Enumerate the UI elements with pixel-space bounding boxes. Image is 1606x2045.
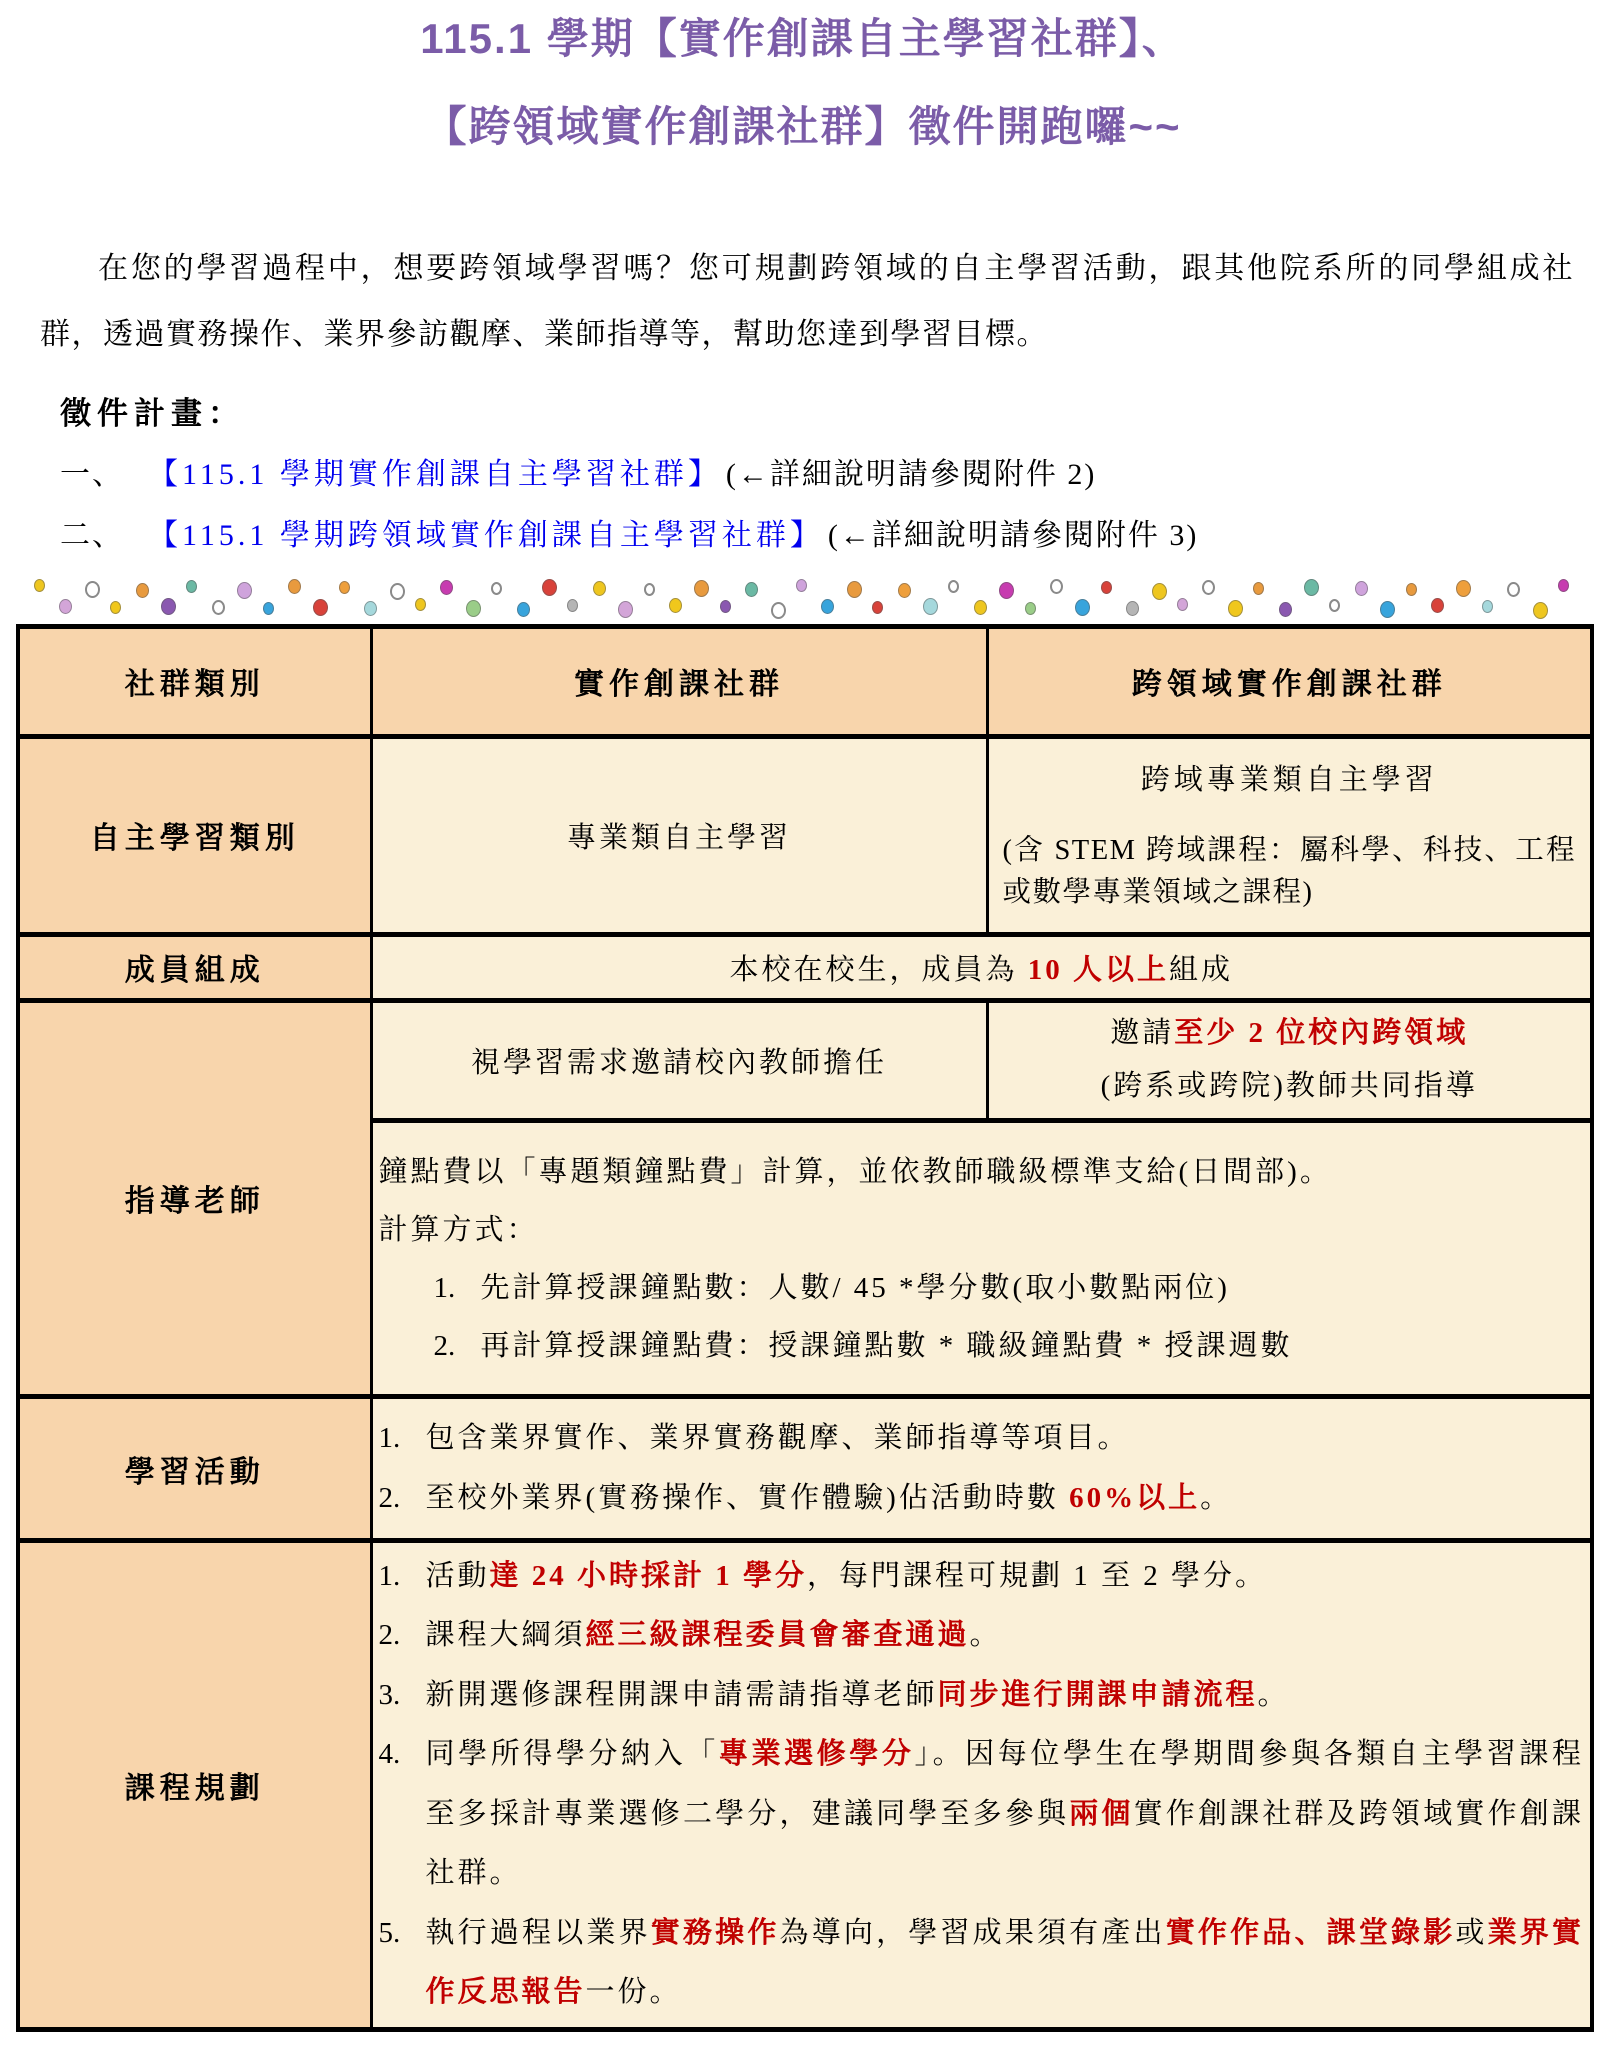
plan-item-number: 一、 — [60, 457, 124, 491]
plan-item-note: (←詳細說明請參閱附件 2) — [725, 457, 1097, 491]
divider-dot — [1380, 601, 1395, 618]
confetti-divider — [10, 576, 1606, 622]
divider-dot — [390, 583, 405, 600]
cell-activities — [371, 1397, 1592, 1541]
divider-dot — [440, 580, 453, 595]
divider-dot — [771, 602, 786, 619]
divider-dot — [1228, 600, 1243, 617]
curriculum-list — [379, 1547, 1585, 2023]
divider-dot — [186, 580, 197, 593]
plan-section — [60, 392, 1566, 557]
list-item-text: 活動達 24 小時採計 1 學分，每門課程可規劃 1 至 2 學分。 — [425, 1560, 1268, 1593]
divider-dot — [1533, 602, 1548, 619]
advisor-cross-line2: (跨系或跨院)教師共同指導 — [1100, 1070, 1478, 1103]
divider-dot — [1355, 581, 1368, 596]
list-item — [379, 1409, 1585, 1468]
list-item-text: 再計算授課鐘點費：授課鐘點數 * 職級鐘點費 * 授課週數 — [480, 1329, 1293, 1362]
plan-list — [60, 452, 1566, 558]
list-item — [379, 1666, 1585, 1725]
row-label-members: 成員組成 — [18, 934, 371, 1000]
list-item — [434, 1317, 1585, 1375]
col-header-cross-domain: 跨領域實作創課社群 — [987, 626, 1592, 736]
list-item-text: 包含業界實作、業界實務觀摩、業師指導等項目。 — [425, 1422, 1130, 1455]
divider-dot — [288, 579, 301, 594]
divider-dot — [1431, 598, 1444, 613]
divider-dot — [1126, 601, 1139, 616]
divider-dot — [1304, 579, 1319, 596]
advisor-cross-line1: 邀請至少 2 位校內跨領域 — [1110, 1016, 1469, 1049]
divider-dot — [339, 581, 350, 594]
cell-advisor-practical: 視學習需求邀請校內教師擔任 — [371, 1000, 987, 1120]
divider-dot — [542, 579, 557, 596]
divider-dot — [567, 599, 578, 612]
plan-item-link[interactable]: 【115.1 學期跨領域實作創課自主學習社群】 — [148, 518, 824, 552]
page-title — [0, 0, 1606, 150]
divider-dot — [237, 582, 252, 599]
fee-method-label: 計算方式： — [378, 1213, 539, 1246]
divider-dot — [364, 601, 377, 616]
divider-dot — [466, 600, 481, 617]
plan-list-item — [60, 513, 1566, 558]
divider-dot — [59, 599, 72, 614]
intro-paragraph: 在您的學習過程中，想要跨領域學習嗎？您可規劃跨領域的自主學習活動，跟其他院系所的同學組成社群，透過實務操作、業界參訪觀摩、業師指導等，幫助您達到學習目標。 — [40, 252, 1574, 352]
list-item-number: 2. — [378, 1481, 401, 1514]
list-item-number: 4. — [378, 1738, 401, 1771]
table-row-curriculum — [18, 1541, 1592, 2030]
row-label-learning-type: 自主學習類別 — [18, 736, 371, 934]
program-table — [16, 624, 1594, 2032]
list-item-number: 1. — [378, 1560, 401, 1593]
fee-intro-text: 鐘點費以「專題類鐘點費」計算，並依教師職級標準支給(日間部)。 — [378, 1155, 1332, 1188]
list-item-number: 1. — [433, 1271, 456, 1304]
list-item — [379, 1469, 1585, 1528]
divider-dot — [313, 599, 328, 616]
divider-dot — [34, 579, 45, 592]
divider-dot — [1507, 582, 1520, 597]
cell-curriculum — [371, 1541, 1592, 2030]
list-item-text: 課程大綱須經三級課程委員會審查通過。 — [425, 1619, 1002, 1652]
divider-dot — [1558, 579, 1569, 592]
list-item-text: 同學所得學分納入「專業選修學分」。因每位學生在學期間參與各類自主學習課程至多採計專業選修二學分，建議同學至多參與兩個實作創課社群及跨領域實作創課社群。 — [425, 1738, 1584, 1890]
divider-dot — [872, 601, 883, 614]
page-title-line2: 【跨領域實作創課社群】徵件開跑囉~~ — [424, 103, 1182, 151]
divider-dot — [517, 602, 530, 617]
divider-dot — [923, 598, 938, 615]
divider-dot — [669, 598, 682, 613]
plan-item-number: 二、 — [60, 518, 124, 552]
list-item — [379, 1606, 1585, 1665]
divider-dot — [898, 583, 911, 598]
divider-dot — [491, 582, 502, 595]
divider-dot — [745, 582, 758, 597]
list-item — [379, 1904, 1585, 2023]
col-header-category: 社群類別 — [18, 626, 371, 736]
divider-dot — [212, 600, 225, 615]
list-item-text: 新開選修課程開課申請需請指導老師同步進行開課申請流程。 — [425, 1678, 1290, 1711]
divider-dot — [720, 600, 731, 613]
list-item-number: 3. — [378, 1678, 401, 1711]
divider-dot — [694, 580, 709, 597]
divider-dot — [974, 600, 987, 615]
table-row-activities — [18, 1397, 1592, 1541]
cell-learning-type-cross — [987, 736, 1592, 934]
plan-item-note: (←詳細說明請參閱附件 3) — [827, 518, 1199, 552]
divider-dot — [821, 599, 834, 614]
list-item-number: 1. — [378, 1422, 401, 1455]
table-header-row — [18, 626, 1592, 736]
divider-dot — [1279, 602, 1292, 617]
row-label-advisor: 指導老師 — [18, 1000, 371, 1396]
divider-dot — [263, 602, 274, 615]
cell-advisor-fee — [371, 1121, 1592, 1397]
divider-dot — [1253, 582, 1264, 595]
divider-dot — [1177, 598, 1188, 611]
divider-dot — [796, 579, 807, 592]
row-label-curriculum: 課程規劃 — [18, 1541, 371, 2030]
cell-advisor-cross — [987, 1000, 1592, 1120]
divider-dot — [161, 598, 176, 615]
list-item-text: 至校外業界(實務操作、實作體驗)佔活動時數 60%以上。 — [425, 1481, 1233, 1514]
plan-heading: 徵件計畫： — [60, 396, 245, 432]
list-item — [379, 1547, 1585, 1606]
table-row-learning-type — [18, 736, 1592, 934]
plan-item-link[interactable]: 【115.1 學期實作創課自主學習社群】 — [148, 457, 722, 491]
divider-dot — [618, 601, 633, 618]
divider-dot — [593, 581, 606, 596]
divider-dot — [110, 601, 121, 614]
list-item-number: 2. — [433, 1329, 456, 1362]
divider-dot — [1482, 600, 1493, 613]
divider-dot — [1101, 581, 1112, 594]
divider-dot — [1456, 580, 1471, 597]
divider-dot — [999, 582, 1014, 599]
list-item — [434, 1259, 1585, 1317]
divider-dot — [136, 583, 149, 598]
list-item-text: 執行過程以業界實務操作為導向，學習成果須有產出實作作品、課堂錄影或業界實作反思報告一份。 — [425, 1916, 1584, 2009]
page-title-line1: 115.1 學期【實作創課自主學習社群】、 — [420, 15, 1186, 62]
cell-members: 本校在校生，成員為 10 人以上組成 — [371, 934, 1592, 1000]
divider-dot — [85, 581, 100, 598]
list-item-text: 先計算授課鐘點數：人數/ 45 *學分數(取小數點兩位) — [480, 1271, 1230, 1304]
list-item-number: 5. — [378, 1916, 401, 1949]
divider-dot — [1050, 579, 1063, 594]
divider-dot — [644, 583, 655, 596]
row-label-activities: 學習活動 — [18, 1397, 371, 1541]
cross-type-title: 跨域專業類自主學習 — [1140, 764, 1438, 797]
table-row-members — [18, 934, 1592, 1000]
divider-dot — [1025, 602, 1036, 615]
divider-dot — [1075, 599, 1090, 616]
divider-dot — [1202, 580, 1215, 595]
col-header-practical: 實作創課社群 — [371, 626, 987, 736]
fee-step-list — [379, 1259, 1585, 1375]
divider-dot — [1329, 599, 1340, 612]
divider-dot — [415, 598, 426, 611]
cross-type-note: (含 STEM 跨域課程：屬科學、科技、工程或數學專業領域之課程) — [1002, 835, 1576, 908]
divider-dot — [1152, 583, 1167, 600]
plan-list-item — [60, 452, 1566, 497]
divider-dot — [847, 581, 862, 598]
table-row-advisor-top — [18, 1000, 1592, 1120]
cell-learning-type-practical: 專業類自主學習 — [371, 736, 987, 934]
list-item — [379, 1725, 1585, 1903]
activities-list — [379, 1409, 1585, 1528]
divider-dot — [948, 580, 959, 593]
divider-dot — [1406, 583, 1417, 596]
list-item-number: 2. — [378, 1619, 401, 1652]
